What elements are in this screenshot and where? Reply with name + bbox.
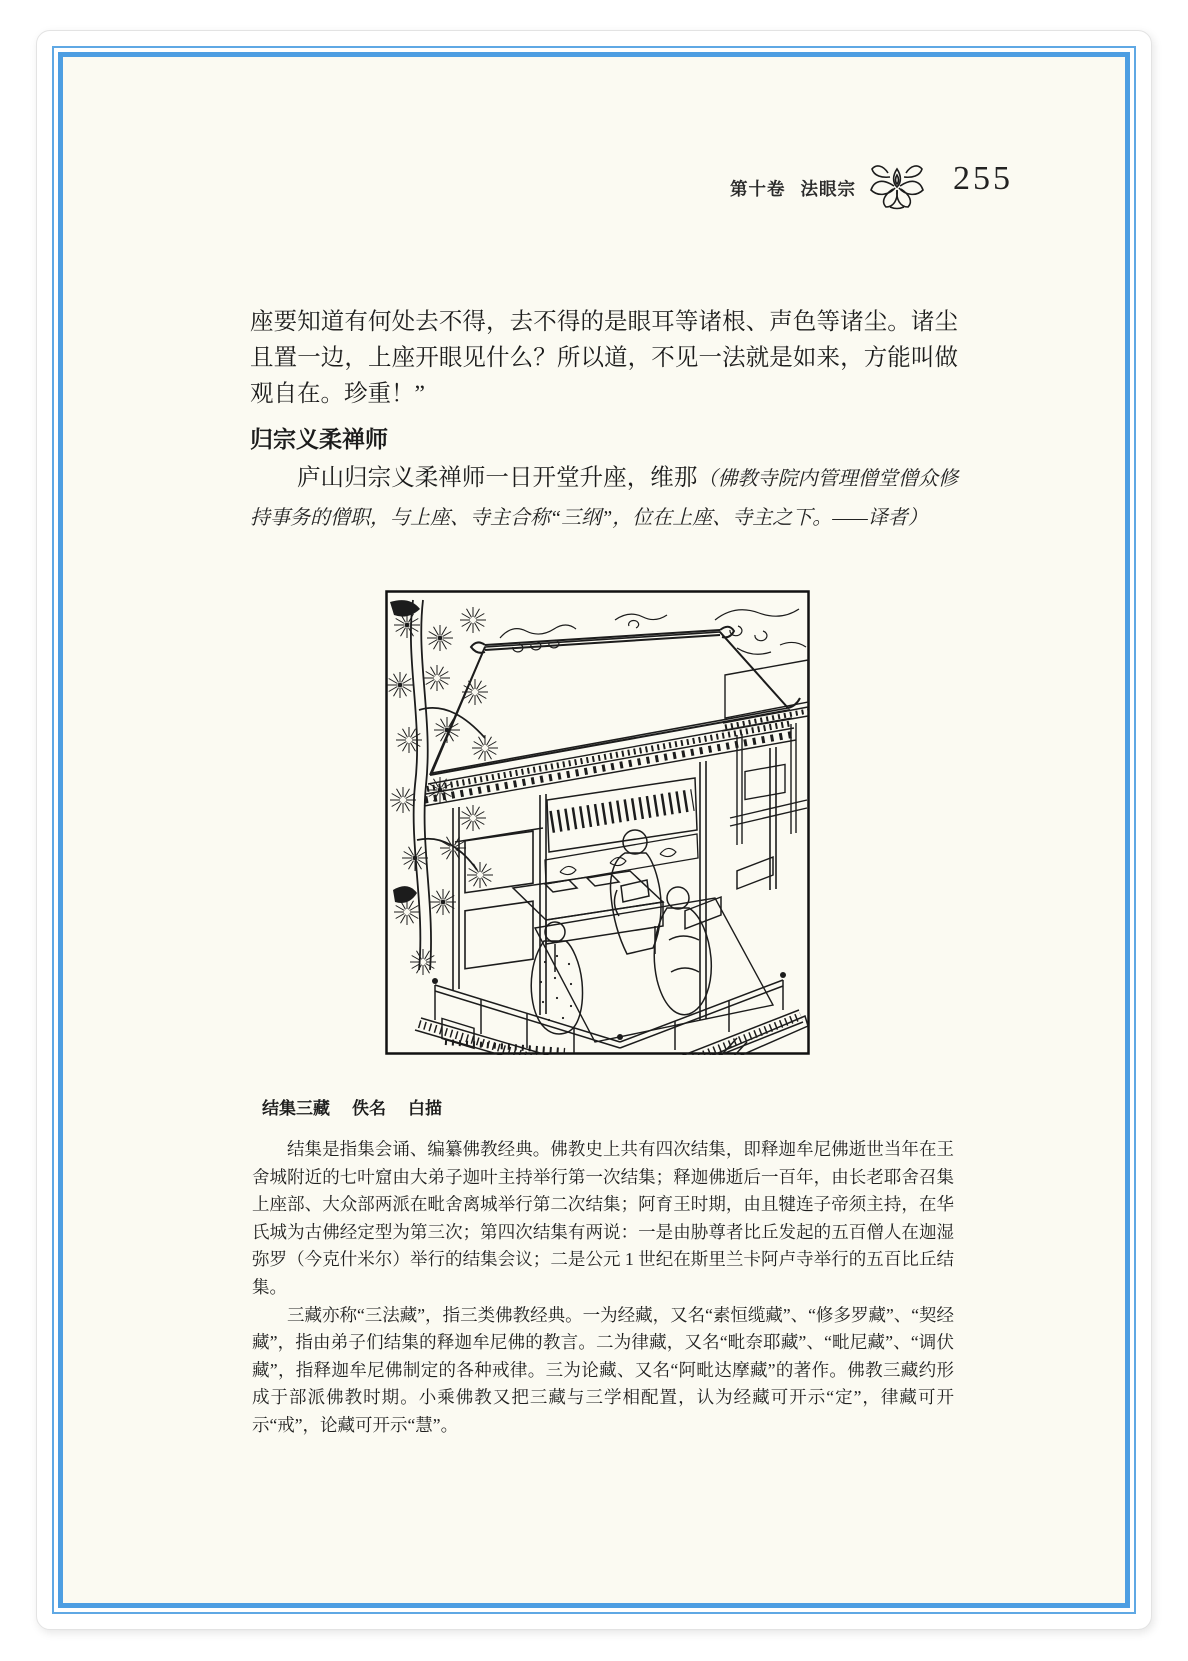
annotation-paragraph-2: 三藏亦称“三法藏”，指三类佛教经典。一为经藏，又名“素恒缆藏”、“修多罗藏”、“契经藏”，指由弟子们结集的释迦牟尼佛的教言。二为律藏，又名“毗奈耶藏”、“毗尼藏”、“调伏藏”，指释迦牟尼佛制定的各种戒律。三为论藏、又名“阿毗达摩藏”的著作。佛教三藏约形成于部派佛教时期。小乘佛教又把三藏与三学相配置，认为经藏可开示“定”，律藏可开示“戒”，论藏可开示“慧”。 [252, 1304, 954, 1435]
chapter-label: 法眼宗 [800, 179, 856, 199]
lotus-flower-icon [866, 157, 928, 216]
annotation-block [252, 1136, 954, 1440]
translator-note: （佛教寺院内管理僧堂僧众修持事务的僧职，与上座、寺主合称“三纲”，位在上座、寺主之下。——译者） [250, 468, 959, 529]
section-heading: 归宗义柔禅师 [250, 426, 388, 452]
woodblock-illustration [385, 590, 810, 1055]
opening-paragraph: 座要知道有何处去不得，去不得的是眼耳等诸根、声色等诸尘。诸尘且置一边，上座开眼见什么？所以道，不见一法就是如来，方能叫做观自在。珍重！” [250, 309, 958, 407]
figure-caption [262, 1094, 464, 1119]
page-number: 255 [953, 160, 1013, 197]
figure-artist: 佚名 [352, 1099, 386, 1118]
main-paragraph-text: 庐山归宗义柔禅师一日开堂升座，维那 [297, 465, 698, 491]
annotation-paragraph-1: 结集是指集会诵、编纂佛教经典。佛教史上共有四次结集，即释迦牟尼佛逝世当年在王舍城附近的七叶窟由大弟子迦叶主持举行第一次结集；释迦佛逝后一百年，由长老耶舍召集上座部、大众部两派在毗舍离城举行第二次结集；阿育王时期，由且犍连子帝须主持，在华氏城为古佛经定型为第三次；第四次结集有两说：一是由胁尊者比丘发起的五百僧人在迦湿弥罗（今克什米尔）举行的结集会议；二是公元 1 世纪在斯里兰卡阿卢寺举行的五百比丘结集。 [252, 1139, 954, 1297]
running-header [730, 176, 856, 201]
main-paragraph [250, 459, 958, 537]
figure-medium: 白描 [408, 1099, 442, 1118]
figure-title: 结集三藏 [262, 1099, 330, 1118]
volume-label: 第十卷 [730, 179, 786, 199]
